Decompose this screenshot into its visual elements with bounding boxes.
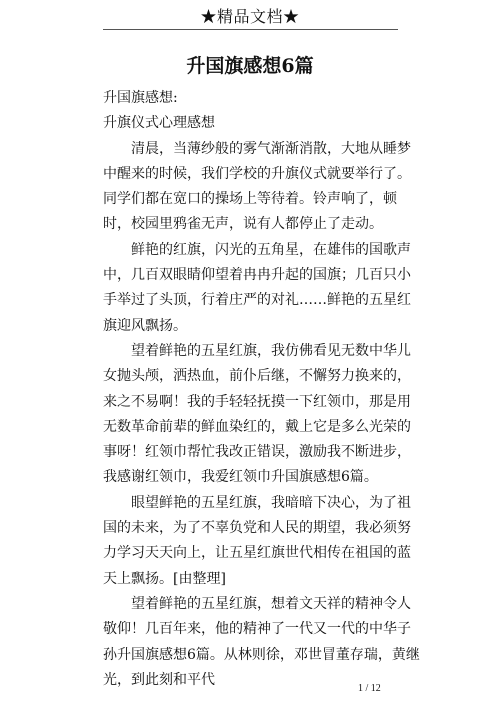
header-mark: ★精品文档★	[200, 7, 300, 26]
paragraph: 望着鲜艳的五星红旗，我仿佛看见无数中华儿女抛头颅，洒热血，前仆后继，不懈努力换来的，来之不易啊！我的手轻轻抚摸一下红领巾，那是用无数革命前辈的鲜血染红的，戴上它是多么光荣的事呀！红领巾帮忙我改正错误，激励我不断进步，我感谢红领巾，我爱红领巾升国旗感想6篇。	[103, 342, 411, 486]
header-divider	[103, 29, 398, 30]
paragraph: 望着鲜艳的五星红旗，想着文天祥的精神令人敬仰！几百年来，他的精神了一代又一代的中华子孙升国旗感想6篇。从林则徐，邓世冒董存瑞，黄继光，到此刻和平代	[103, 595, 420, 688]
section-label: 升国旗感想:	[103, 90, 178, 106]
section-subtitle: 升旗仪式心理感想	[103, 115, 215, 132]
document-title: 升国旗感想6篇	[186, 55, 314, 77]
paragraph: 清晨，当薄纱般的雾气渐渐消散，大地从睡梦中醒来的时候，我们学校的升旗仪式就要举行了。同学们都在宽口的操场上等待着。铃声响了，顿时，校园里鸦雀无声，说有人都停止了走动。	[103, 140, 411, 233]
page-number: 1 / 12	[358, 683, 381, 694]
document-body	[103, 86, 423, 693]
paragraph: 眼望鲜艳的五星红旗，我暗暗下决心，为了祖国的未来，为了不辜负党和人民的期望，我必须努力学习天天向上，让五星红旗世代相传在祖国的蓝天上飘扬。[由整理]	[103, 494, 411, 587]
paragraph: 鲜艳的红旗，闪光的五角星，在雄伟的国歌声中，几百双眼睛仰望着冉冉升起的国旗；几百只小手举过了头顶，行着庄严的对礼……鲜艳的五星红旗迎风飘扬。	[103, 241, 411, 334]
